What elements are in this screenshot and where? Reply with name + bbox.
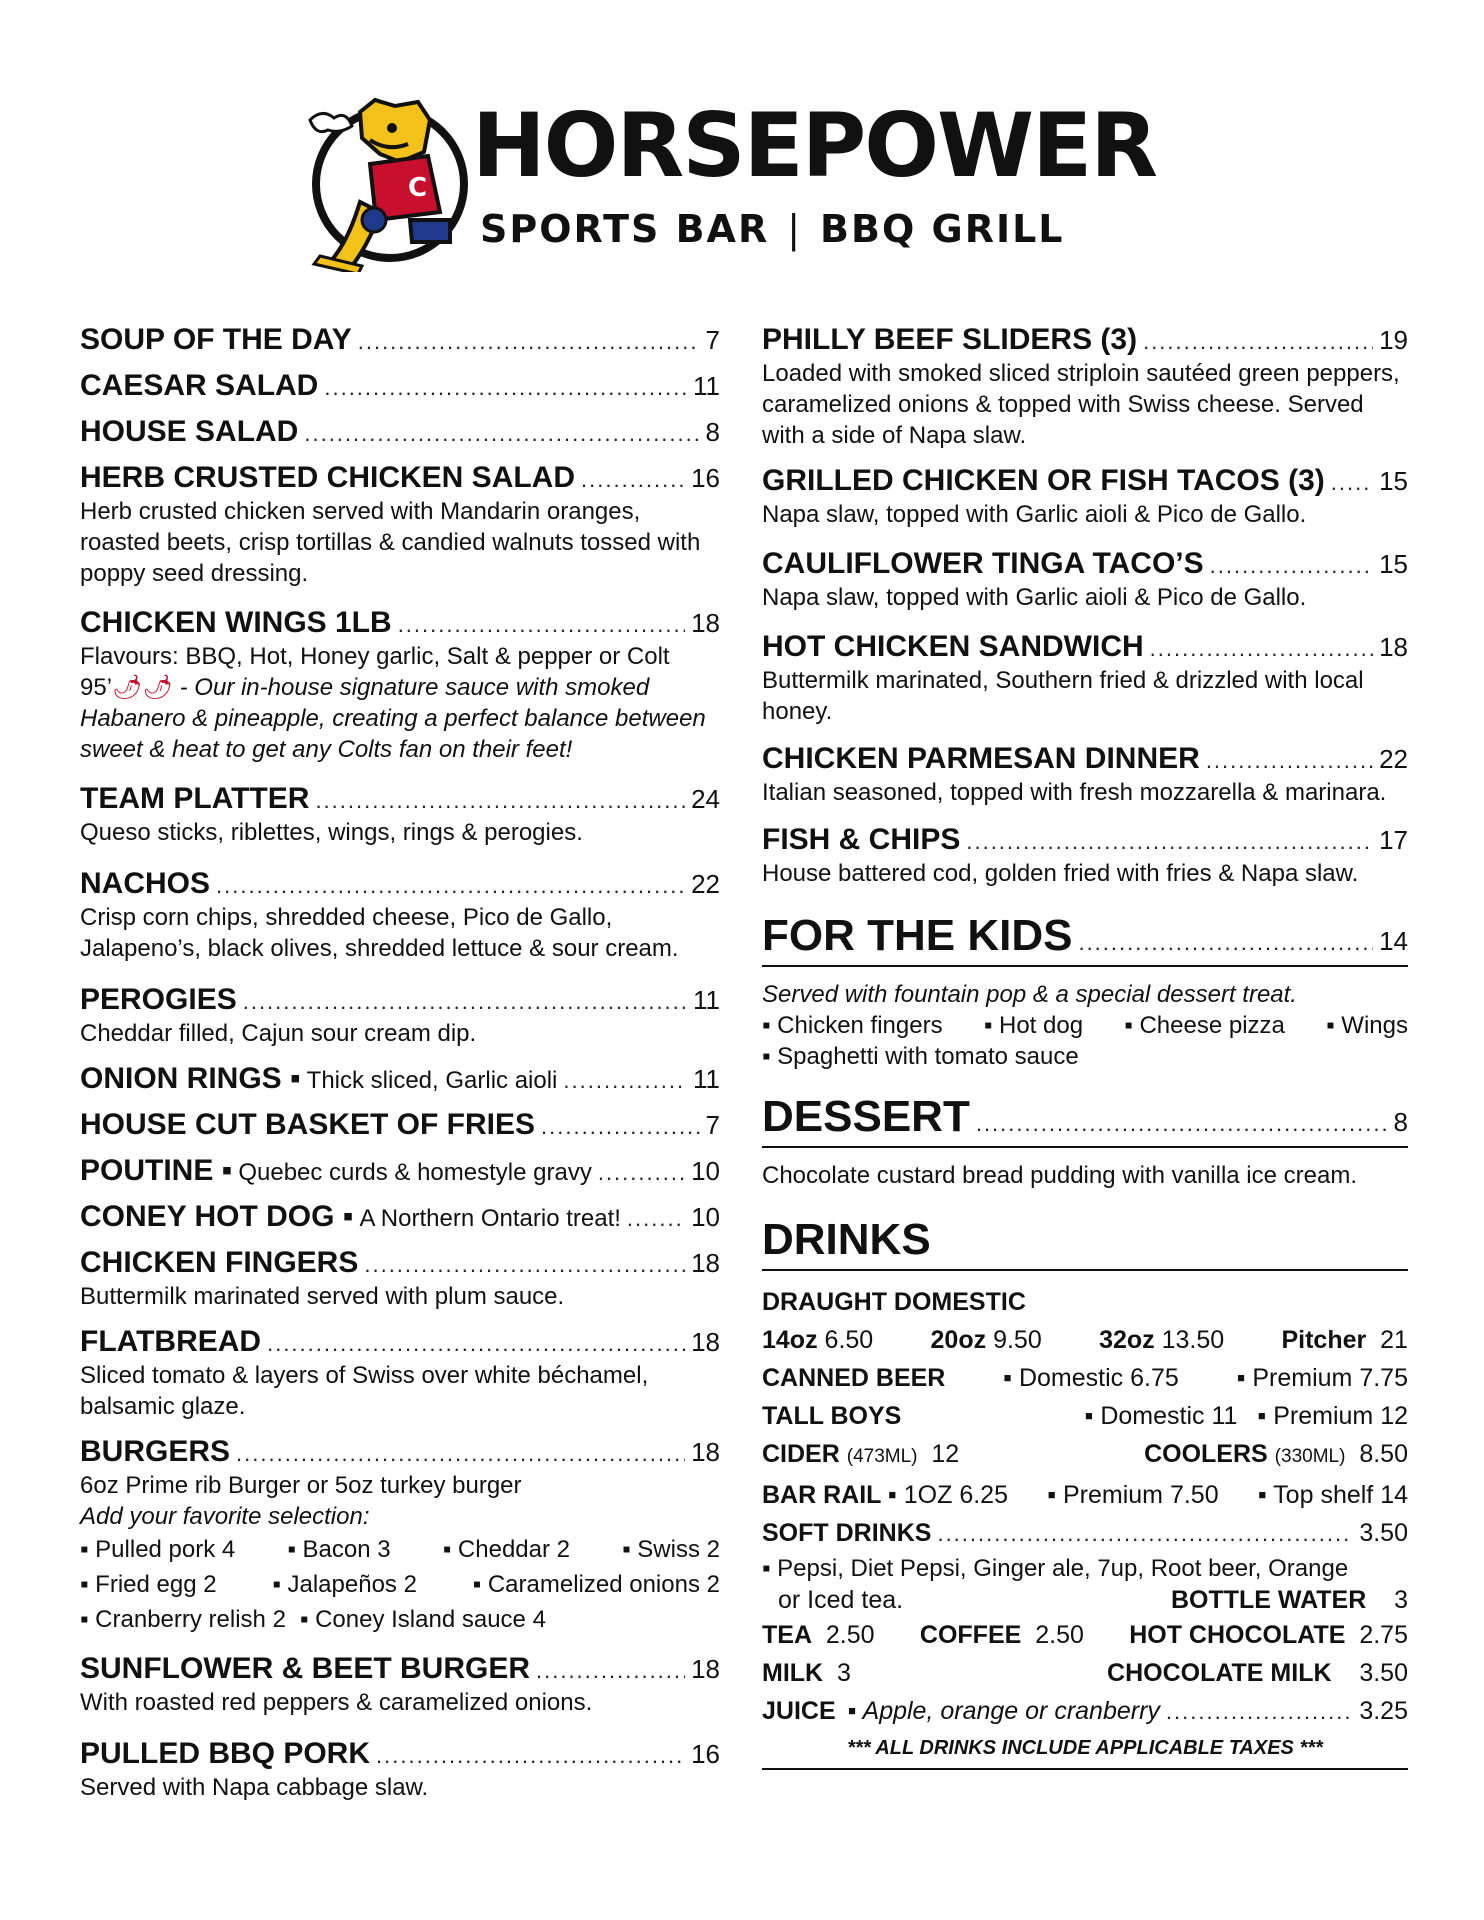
menu-item: SOUP OF THE DAY ..... 7 [80,322,720,358]
menu-item: SUNFLOWER & BEET BURGER ..... 18 With roasted red peppers & caramelized onions. [80,1651,720,1718]
drinks-tax-note: *** ALL DRINKS INCLUDE APPLICABLE TAXES *** [762,1737,1408,1770]
menu-item: POUTINE ▪ Quebec curds & homestyle gravy ..... 10 [80,1153,720,1189]
svg-text:C: C [408,173,428,203]
menu-item: HOT CHICKEN SANDWICH ..... 18 Buttermilk marinated, Southern fried & drizzled with local honey. [762,629,1408,727]
menu-item: NACHOS ..... 22 Crisp corn chips, shredded cheese, Pico de Gallo, Jalapeno’s, black olives, shredded lettuce & sour cream. [80,866,720,964]
menu-item: HOUSE SALAD ..... 8 [80,414,720,450]
menu-item: CHICKEN PARMESAN DINNER ..... 22 Italian seasoned, topped with fresh mozzarella & marinara. [762,741,1408,808]
menu-item: ONION RINGS ▪ Thick sliced, Garlic aioli ..... 11 [80,1061,720,1097]
menu-item: HOUSE CUT BASKET OF FRIES ..... 7 [80,1107,720,1143]
menu-item: BURGERS ..... 18 6oz Prime rib Burger or 5oz turkey burger Add your favorite selection: ▪ Pulled pork 4 ▪ Bacon 3 ▪ Cheddar 2 ▪ Swiss 2 ▪ Fried egg 2 ▪ Jalapeños 2 ▪ Caramelized onions 2 ▪ Cranberry relish 2 ▪ Coney Island sauce 4 [80,1434,720,1637]
menu-left-column [80,322,720,1821]
dessert-section: DESSERT ..... 8 Chocolate custard bread pudding with vanilla ice cream. [762,1092,1408,1191]
drinks-section: DRINKS DRAUGHT DOMESTIC 14oz 6.50 20oz 9.50 32oz 13.50 Pitcher 21 CANNED BEER ▪ Domestic 6.75 ▪ Premium 7.75 TALL BOYS ▪ Domestic 11 ▪ Premium 12 CIDER (473ML) 12 COOLERS (330ML) 8.50 BAR RAIL ▪ 1OZ 6.25 ▪ Premium 7.50 ▪ Top shelf 14 SOFT DRINKS ..... 3.50 ▪ Pepsi, Diet Pepsi, Ginger ale, 7up, Root beer, Orange or Iced tea. BOTTLE WATER 3 TEA 2.50 COFFEE 2.50 HOT CHOCOLATE 2.75 MILK 3 CHOCOLATE MILK 3.50 JUICE ▪ Apple, orange or cranberry ..... 3.25 *** ALL DRINKS INCLUDE APPLICABLE TAXES *** [762,1215,1408,1770]
draught-prices: 14oz 6.50 20oz 9.50 32oz 13.50 Pitcher 21 [762,1326,1408,1354]
menu-item: FLATBREAD ..... 18 Sliced tomato & layers of Swiss over white béchamel, balsamic glaze. [80,1324,720,1422]
brand-header [300,92,1156,282]
menu-item: CHICKEN FINGERS ..... 18 Buttermilk marinated served with plum sauce. [80,1245,720,1312]
section-title: DRINKS [762,1215,931,1264]
menu-right-column [762,322,1408,1770]
brand-name: HORSEPOWER [472,94,1156,197]
menu-item: CAULIFLOWER TINGA TACO’S ..... 15 Napa slaw, topped with Garlic aioli & Pico de Gallo. [762,546,1408,613]
menu-item: CAESAR SALAD ..... 11 [80,368,720,404]
menu-item: HERB CRUSTED CHICKEN SALAD ..... 16 Herb crusted chicken served with Mandarin oranges, roasted beets, crisp tortillas & candied walnuts tossed with poppy seed dressing. [80,460,720,589]
menu-item: TEAM PLATTER ..... 24 Queso sticks, riblettes, wings, rings & perogies. [80,781,720,848]
horse-mascot-logo [300,92,480,272]
menu-item: PEROGIES ..... 11 Cheddar filled, Cajun sour cream dip. [80,982,720,1049]
menu-item: CONEY HOT DOG ▪ A Northern Ontario treat! ..... 10 [80,1199,720,1235]
brand-tagline: SPORTS BAR | BBQ GRILL [480,207,1065,251]
chili-pepper-icon: 🌶🌶 [112,674,173,701]
burger-toppings: ▪ Pulled pork 4 ▪ Bacon 3 ▪ Cheddar 2 ▪ Swiss 2 ▪ Fried egg 2 ▪ Jalapeños 2 ▪ Caramelized onions 2 ▪ Cranberry relish 2 ▪ Coney Island sauce 4 [80,1536,720,1633]
menu-item: CHICKEN WINGS 1LB ..... 18 Flavours: BBQ, Hot, Honey garlic, Salt & pepper or Colt 95’🌶🌶 - Our in-house signature sauce with smoked Habanero & pineapple, creating a perfect balance between sweet & heat to get any Colts fan on their feet! [80,605,720,765]
menu-item: FISH & CHIPS ..... 17 House battered cod, golden fried with fries & Napa slaw. [762,822,1408,889]
menu-item: PHILLY BEEF SLIDERS (3) ..... 19 Loaded with smoked sliced striploin sautéed green peppers, caramelized onions & topped with Swiss cheese. Served with a side of Napa slaw. [762,322,1408,451]
section-title: DESSERT [762,1092,970,1141]
menu-item: PULLED BBQ PORK ..... 16 Served with Napa cabbage slaw. [80,1736,720,1803]
section-title: FOR THE KIDS [762,911,1073,960]
menu-item: GRILLED CHICKEN OR FISH TACOS (3) ..... 15 Napa slaw, topped with Garlic aioli & Pico de Gallo. [762,463,1408,530]
kids-section: FOR THE KIDS ..... 14 Served with fountain pop & a special dessert treat. ▪ Chicken fingers ▪ Hot dog ▪ Cheese pizza ▪ Wings ▪ Spaghetti with tomato sauce [762,911,1408,1072]
